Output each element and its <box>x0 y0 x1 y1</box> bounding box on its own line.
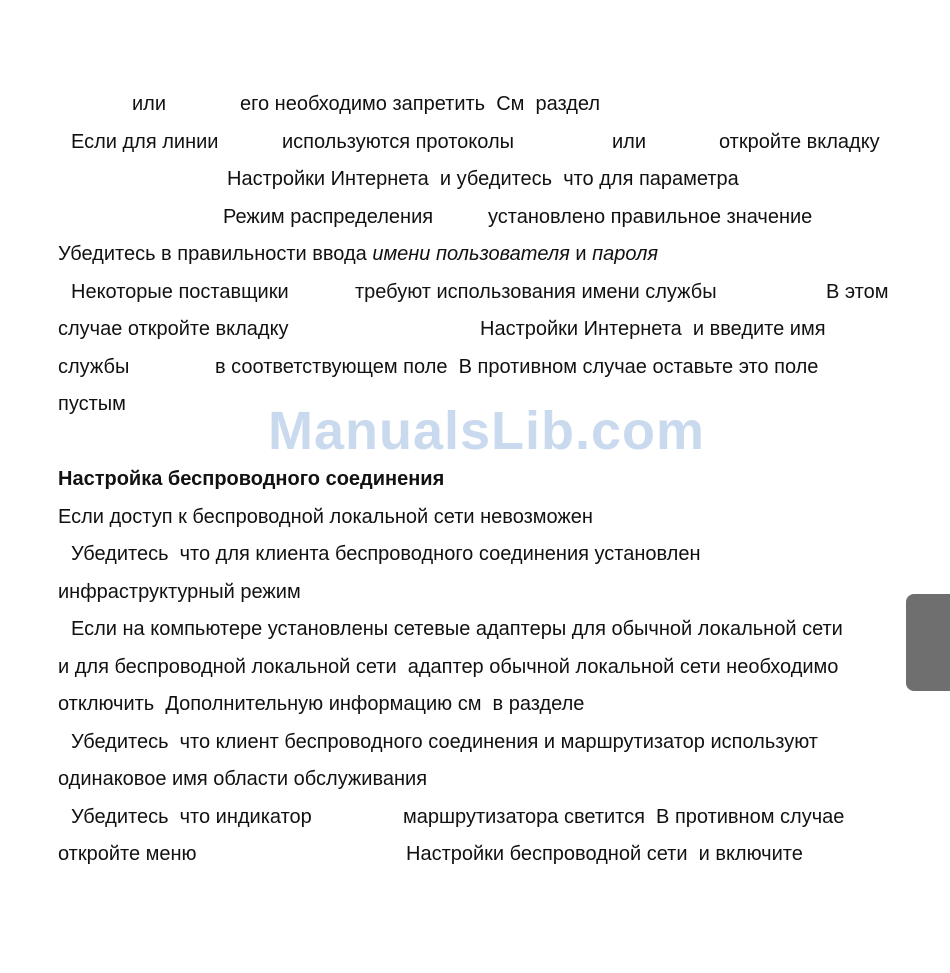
text-line-with-italics <box>58 242 658 266</box>
text-fragment: и <box>569 243 593 265</box>
text-fragment: Режим распределения <box>223 206 434 228</box>
text-fragment: инфраструктурный режим <box>58 581 301 603</box>
section-heading: Настройка беспроводного соединения <box>58 468 445 490</box>
text-fragment: требуют использования имени службы <box>355 281 717 303</box>
text-fragment: Убедитесь в правильности ввода <box>58 243 373 265</box>
text-fragment: Настройки беспроводной сети и включите <box>406 843 803 865</box>
text-fragment: или <box>132 93 167 115</box>
text-fragment: Если доступ к беспроводной локальной сети невозможен <box>58 506 593 528</box>
text-fragment: Убедитесь что для клиента беспроводного соединения установлен <box>71 543 701 565</box>
text-fragment: Убедитесь что клиент беспроводного соединения и маршрутизатор используют <box>71 731 818 753</box>
text-fragment: случае откройте вкладку <box>58 318 289 340</box>
text-fragment: откройте вкладку <box>719 131 880 153</box>
text-fragment: используются протоколы <box>282 131 515 153</box>
watermark: ManualsLib.com <box>268 401 706 461</box>
text-fragment: службы <box>58 356 130 378</box>
text-fragment: Если на компьютере установлены сетевые адаптеры для обычной локальной сети <box>71 618 843 640</box>
text-fragment: В этом <box>826 281 889 303</box>
text-fragment: Настройки Интернета и введите имя <box>480 318 826 340</box>
text-fragment: установлено правильное значение <box>488 206 813 228</box>
text-fragment: откройте меню <box>58 843 197 865</box>
text-fragment: Некоторые поставщики <box>71 281 289 303</box>
text-fragment: и для беспроводной локальной сети адаптер обычной локальной сети необходимо <box>58 656 839 678</box>
italic-term: имени пользователя <box>372 243 570 265</box>
text-fragment: одинаковое имя области обслуживания <box>58 768 428 790</box>
text-fragment: в соответствующем поле В противном случае оставьте это поле <box>215 356 819 378</box>
text-fragment: или <box>612 131 647 153</box>
chapter-side-tab <box>906 594 950 691</box>
text-fragment: Настройки Интернета и убедитесь что для параметра <box>227 168 739 190</box>
text-fragment: его необходимо запретить См раздел <box>240 93 601 115</box>
text-fragment: Если для линии <box>71 131 219 153</box>
text-fragment: отключить Дополнительную информацию см в разделе <box>58 693 585 715</box>
text-fragment: пустым <box>58 393 126 415</box>
text-fragment: Убедитесь что индикатор <box>71 806 312 828</box>
text-fragment: маршрутизатора светится В противном случае <box>403 806 845 828</box>
italic-term: пароля <box>592 243 659 265</box>
